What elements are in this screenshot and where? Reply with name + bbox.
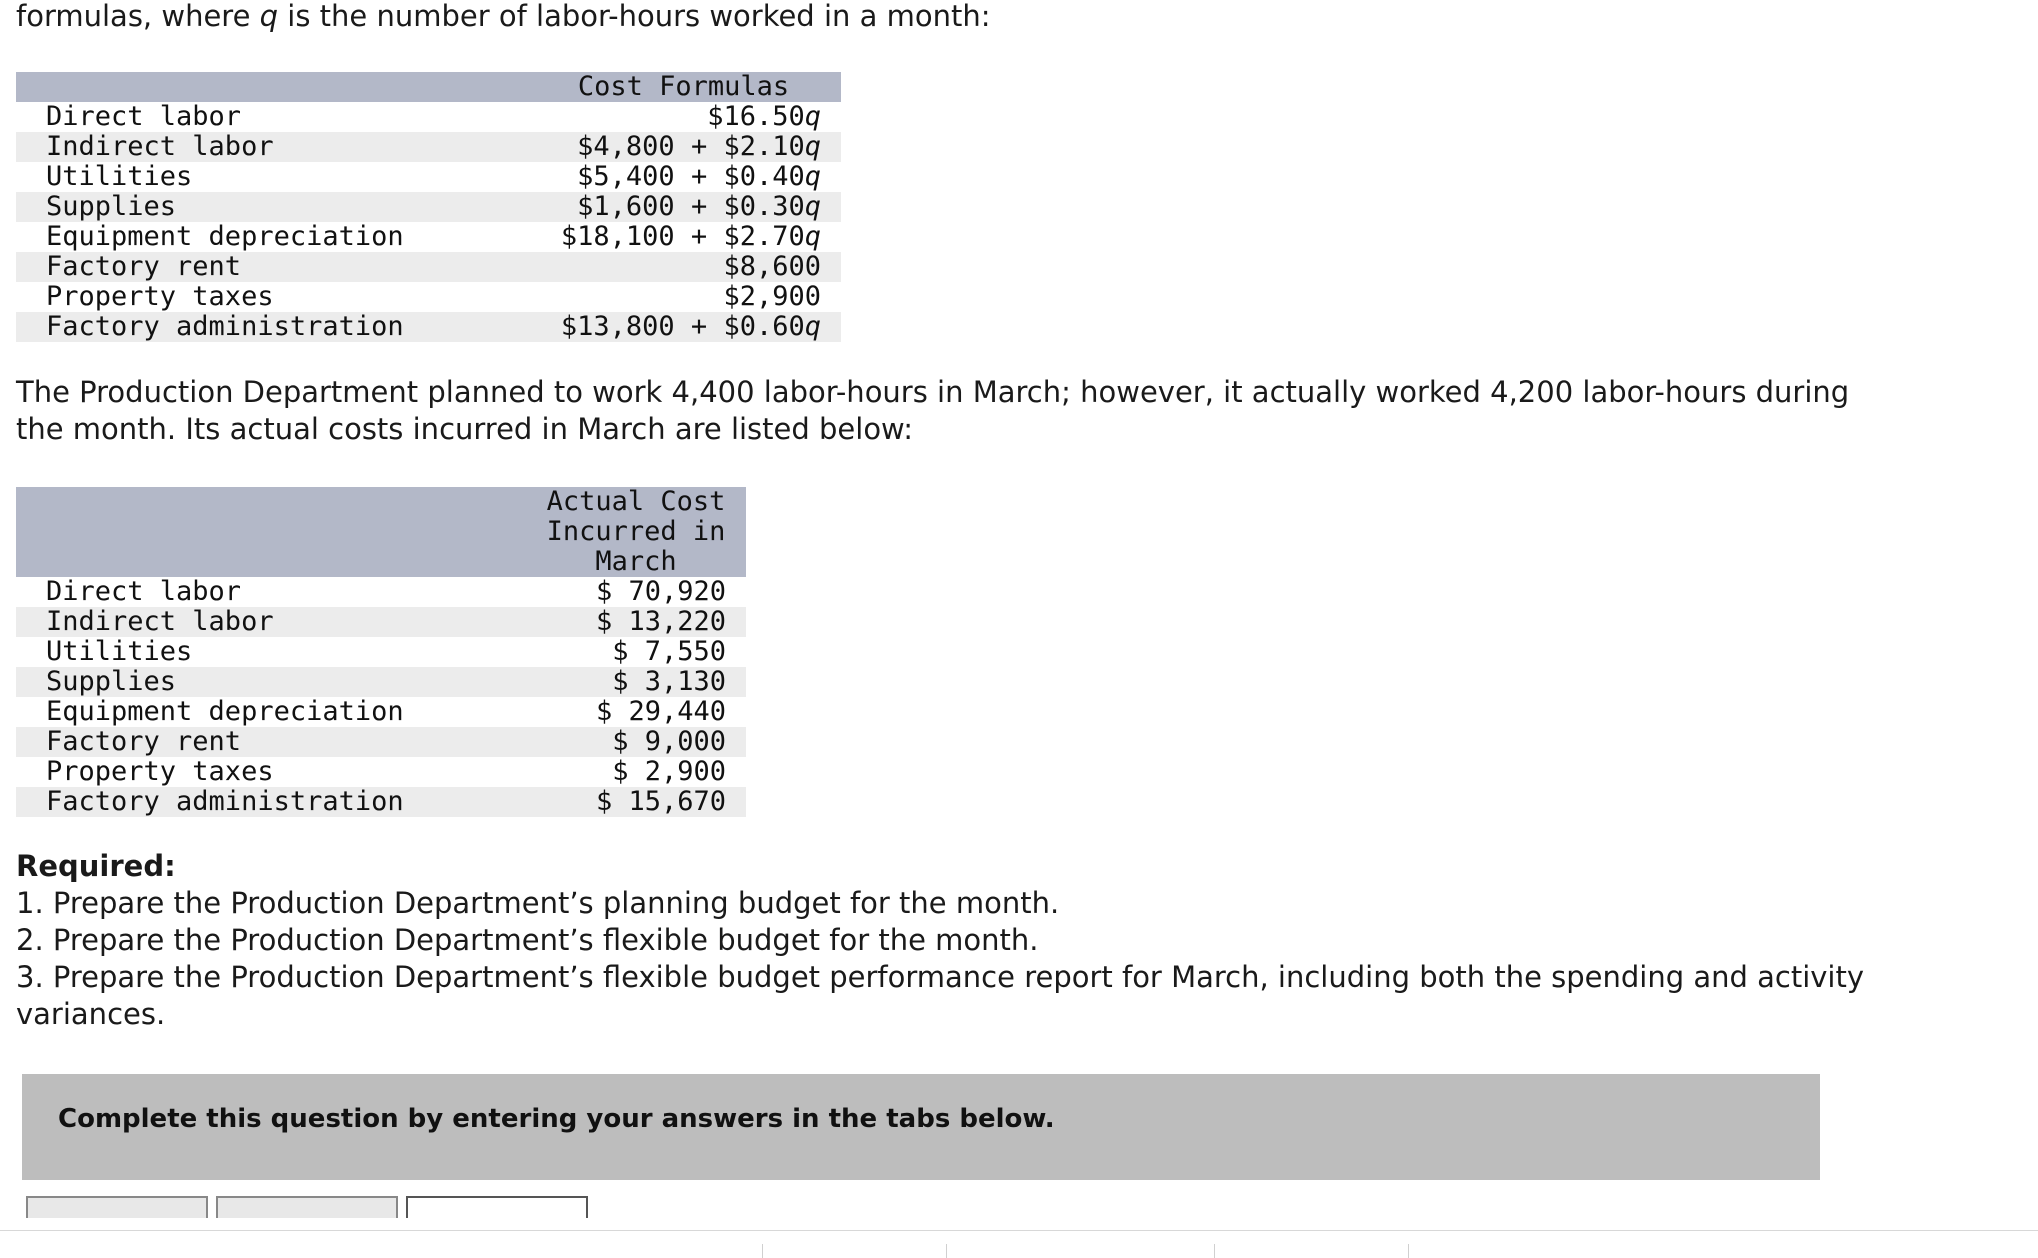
table-row (16, 102, 841, 132)
formula-table-header: Cost Formulas (526, 72, 841, 102)
cost-formula: $1,600 + $0.30q (526, 192, 841, 222)
actual-cost-value: $ 3,130 (526, 667, 746, 697)
cost-label: Factory administration (16, 787, 526, 817)
cost-label: Factory administration (16, 312, 526, 342)
actual-table-blank-header (16, 487, 526, 577)
divider (0, 1230, 2038, 1231)
divider-tick (762, 1244, 763, 1258)
table-row (16, 667, 746, 697)
cost-label: Supplies (16, 192, 526, 222)
cost-formula: $16.50q (707, 101, 821, 132)
intro-before: formulas, where (16, 0, 260, 33)
divider-tick (1214, 1244, 1215, 1258)
table-row (16, 132, 841, 162)
actual-cost-value: $ 7,550 (612, 636, 726, 667)
table-row (16, 577, 746, 607)
table-row (16, 282, 841, 312)
required-section (16, 848, 1896, 1033)
cost-label: Direct labor (46, 576, 242, 607)
instruction-banner (22, 1074, 1820, 1180)
tab-required-2[interactable] (216, 1196, 398, 1218)
table-row (16, 697, 746, 727)
formula-table-blank-header (16, 72, 526, 102)
table-row (16, 162, 841, 192)
cost-formula: $8,600 (526, 252, 841, 282)
actual-cost-table (16, 487, 746, 817)
divider-tick (946, 1244, 947, 1258)
actual-cost-value: $ 29,440 (595, 696, 726, 727)
cost-label: Property taxes (46, 756, 274, 787)
intro-variable: q (259, 0, 279, 33)
table-row (16, 252, 841, 282)
required-item: 2. Prepare the Production Department’s flexible budget for the month. (16, 923, 1039, 957)
table-row (16, 727, 746, 757)
cost-label: Direct labor (46, 101, 242, 132)
required-title: Required: (16, 849, 176, 883)
cost-label: Equipment depreciation (46, 696, 404, 727)
cost-label: Utilities (46, 636, 193, 667)
table-row (16, 222, 841, 252)
cost-label: Equipment depreciation (46, 221, 404, 252)
cost-label: Indirect labor (16, 132, 526, 162)
cost-formula: $2,900 (723, 281, 821, 312)
tab-required-3[interactable] (406, 1196, 588, 1218)
table-row (16, 192, 841, 222)
table-row (16, 637, 746, 667)
cost-label: Indirect labor (16, 607, 526, 637)
cost-label: Supplies (16, 667, 526, 697)
intro-text (16, 0, 1896, 35)
actual-costs-intro: The Production Department planned to work 4,400 labor-hours in March; however, it actually worked 4,200 labor-hours during the month. Its actual costs incurred in March are listed below: (16, 375, 1850, 446)
instruction-text: Complete this question by entering your answers in the tabs below. (58, 1104, 1055, 1134)
actual-cost-value: $ 13,220 (526, 607, 746, 637)
cost-label: Property taxes (46, 281, 274, 312)
cost-formula-table (16, 72, 841, 342)
table-row (16, 312, 841, 342)
cost-formula: $5,400 + $0.40q (577, 161, 821, 192)
divider-tick (1408, 1244, 1409, 1258)
table-row (16, 607, 746, 637)
actual-table-header: Actual Cost Incurred in March (526, 487, 746, 577)
table-row (16, 787, 746, 817)
actual-cost-value: $ 9,000 (526, 727, 746, 757)
required-item: 3. Prepare the Production Department’s flexible budget performance report for March, including both the spending and activity variances. (16, 960, 1865, 1031)
actual-cost-value: $ 15,670 (526, 787, 746, 817)
cost-formula: $4,800 + $2.10q (526, 132, 841, 162)
cost-formula: $18,100 + $2.70q (560, 221, 821, 252)
cost-label: Factory rent (16, 252, 526, 282)
table-row (16, 757, 746, 787)
cost-formula: $13,800 + $0.60q (526, 312, 841, 342)
actual-cost-value: $ 2,900 (612, 756, 726, 787)
tab-required-1[interactable] (26, 1196, 208, 1218)
actual-cost-value: $ 70,920 (595, 576, 726, 607)
required-item: 1. Prepare the Production Department’s planning budget for the month. (16, 886, 1060, 920)
intro-after: is the number of labor-hours worked in a month: (278, 0, 991, 33)
cost-label: Factory rent (16, 727, 526, 757)
cost-label: Utilities (46, 161, 193, 192)
